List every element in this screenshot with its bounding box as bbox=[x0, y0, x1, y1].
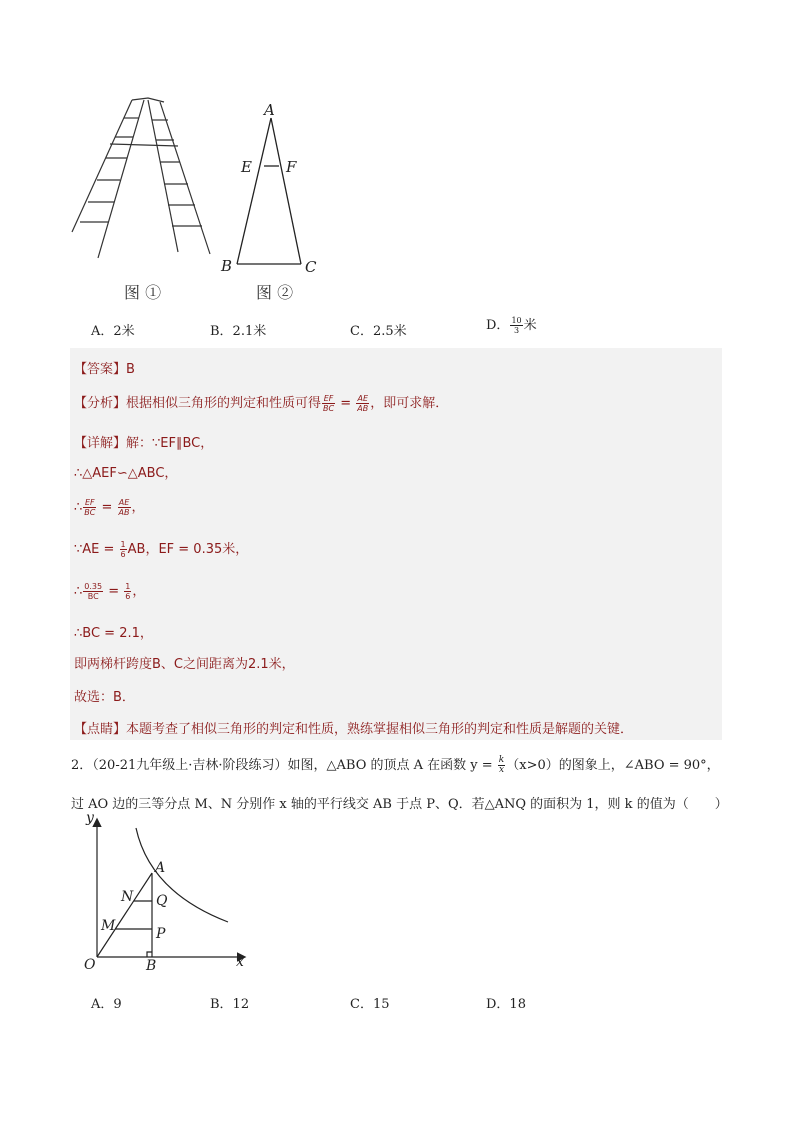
detail-line-6: ∴BC = 2.1， bbox=[74, 626, 153, 641]
point-label-b: B bbox=[221, 257, 233, 275]
axis-label-y: y bbox=[86, 810, 94, 826]
point-label-b2: B bbox=[146, 958, 157, 974]
fraction: $\frac{10}{3}$ bbox=[511, 316, 522, 335]
point-label-a: A bbox=[264, 101, 275, 119]
detail-line-7: 即两梯杆跨度B、C之间距离为2.1米， bbox=[74, 657, 295, 672]
q2-option-a: A．9 bbox=[91, 997, 122, 1012]
answer-line: 【答案】B bbox=[74, 362, 135, 377]
q1-option-b: B．2.1米 bbox=[210, 324, 267, 339]
point-label-c: C bbox=[305, 258, 317, 276]
point-label-a2: A bbox=[155, 860, 166, 876]
detail-line-3: ∴ $\frac{EF}{BC}$ = $\frac{AE}{AB}$ ， bbox=[74, 498, 145, 517]
point-label-m: M bbox=[101, 918, 116, 934]
point-label-n: N bbox=[121, 889, 134, 905]
figure-1-caption: 图 ① bbox=[124, 283, 162, 302]
detail-line-1: 【详解】解：∵EF∥BC， bbox=[74, 436, 214, 451]
point-label-e: E bbox=[241, 158, 252, 176]
triangle-figure bbox=[215, 96, 325, 276]
solution-panel bbox=[70, 348, 722, 740]
point-label-p: P bbox=[156, 926, 166, 942]
q2-option-c: C．15 bbox=[350, 997, 390, 1012]
detail-line-8: 故选：B． bbox=[74, 690, 135, 705]
point-label-q: Q bbox=[156, 893, 168, 909]
q2-options bbox=[91, 993, 741, 1013]
q1-options bbox=[91, 316, 741, 340]
axis-label-x: x bbox=[236, 954, 244, 970]
question-2-line-2: 过 AO 边的三等分点 M、N 分别作 x 轴的平行线交 AB 于点 P、Q．若△ANQ 的面积为 1，则 k 的值为（ ） bbox=[71, 797, 728, 812]
detail-line-2: ∴△AEF∽△ABC， bbox=[74, 466, 178, 481]
detail-line-5: ∴ $\frac{0.35}{BC}$ = $\frac{1}{6}$ ， bbox=[74, 582, 146, 601]
point-label-o: O bbox=[84, 957, 96, 973]
q2-option-b: B．12 bbox=[210, 997, 250, 1012]
point-label-f: F bbox=[286, 158, 297, 176]
figure-2-caption: 图 ② bbox=[256, 283, 294, 302]
q1-option-d: D． $\frac{10}{3}$ 米 bbox=[486, 316, 537, 335]
analysis-line: 【分析】根据相似三角形的判定和性质可得 $\frac{EF}{BC}$ = $\frac{AE}{AB}$ ，即可求解． bbox=[74, 394, 449, 413]
q1-option-c: C．2.5米 bbox=[350, 324, 407, 339]
question-2-line-1: 2．（20-21九年级上·吉林·阶段练习）如图，△ABO 的顶点 A 在函数 y = $\frac{k}{x}$ （x>0）的图象上，∠ABO = 90°， bbox=[71, 755, 720, 775]
ladder-figure bbox=[68, 92, 213, 262]
q1-option-a: A．2米 bbox=[91, 324, 135, 339]
q2-option-d: D．18 bbox=[486, 997, 526, 1012]
comment-line: 【点睛】本题考查了相似三角形的判定和性质，熟练掌握相似三角形的判定和性质是解题的关键． bbox=[74, 722, 634, 737]
detail-line-4: ∵AE = $\frac{1}{6}$ AB，EF = 0.35米， bbox=[74, 540, 249, 559]
